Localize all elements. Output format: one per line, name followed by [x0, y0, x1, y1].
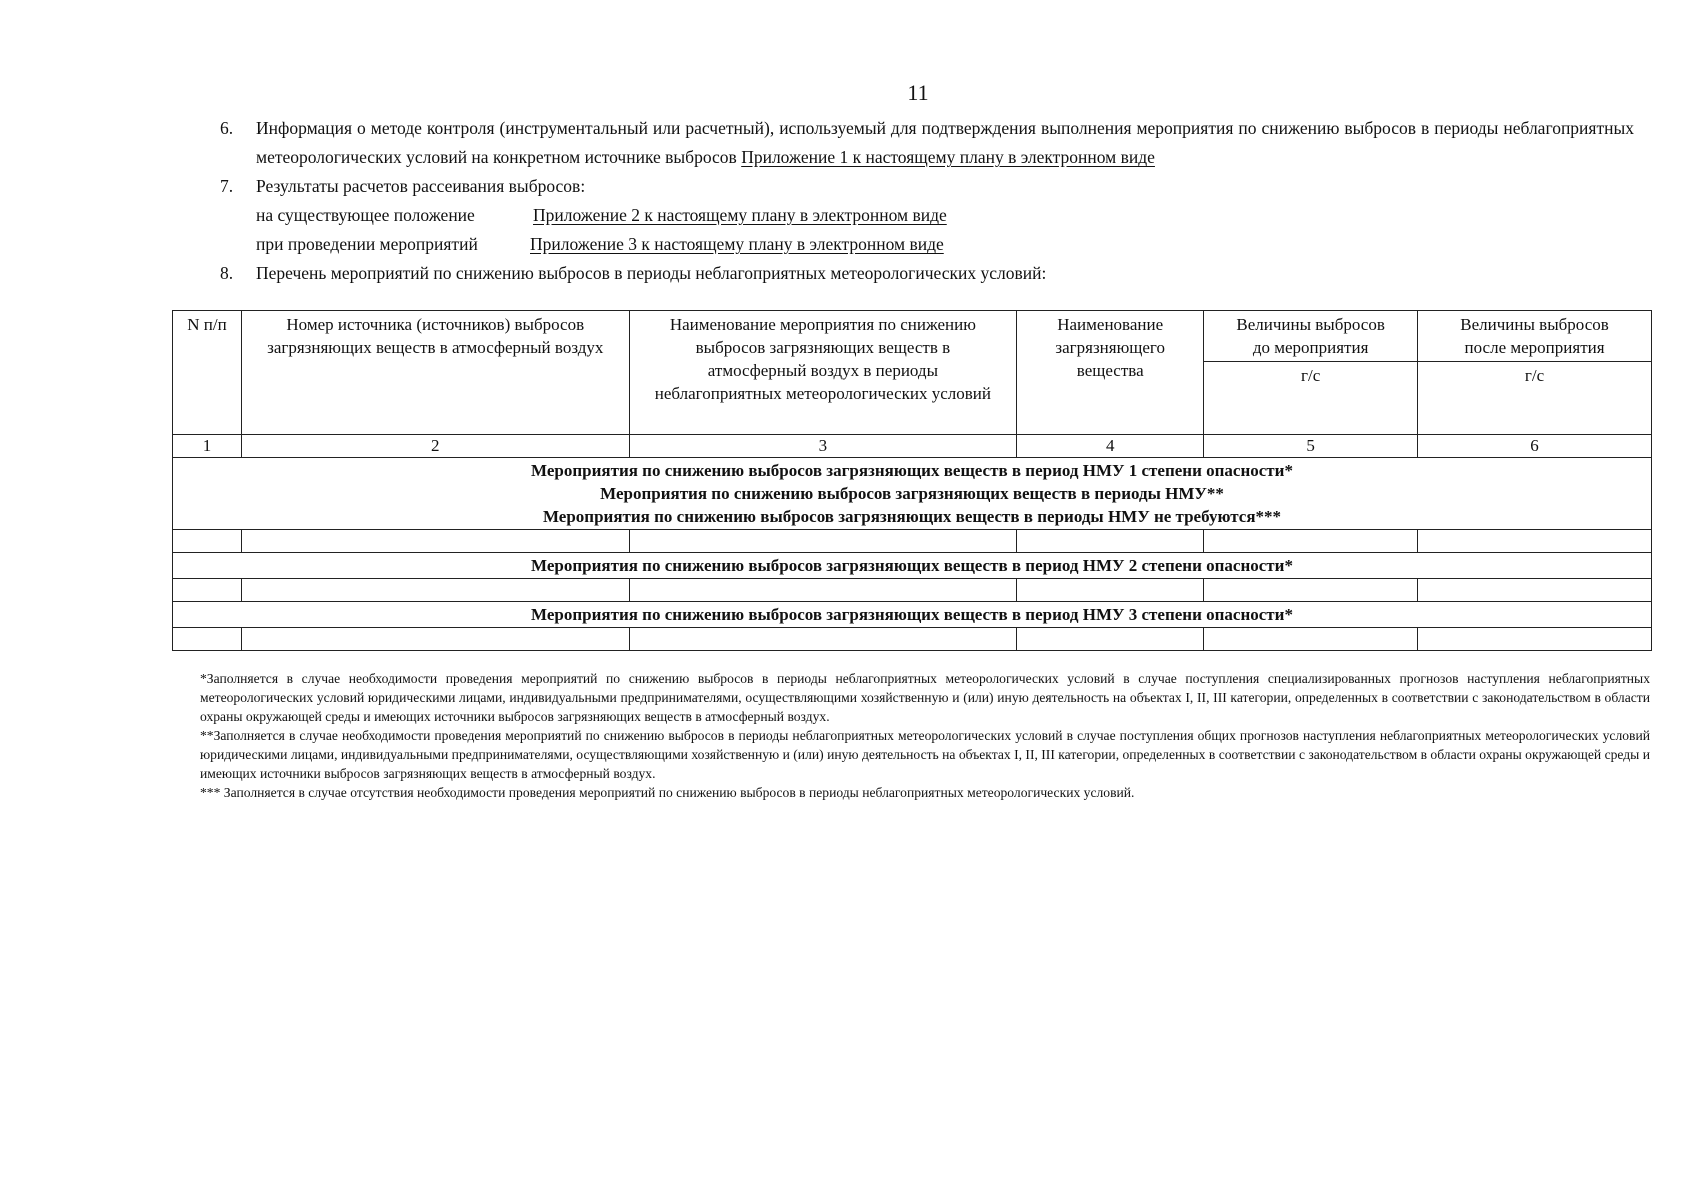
column-number: 2 [241, 435, 629, 458]
empty-cell[interactable] [629, 530, 1017, 553]
empty-cell[interactable] [1017, 628, 1204, 651]
item-text: Перечень мероприятий по снижению выбросов в периоды неблагоприятных метеорологических условий: [256, 263, 1047, 283]
sub-row-measures [256, 230, 1634, 259]
section-1-row [173, 458, 1652, 530]
section-3-row [173, 602, 1652, 628]
item-number: 7. [220, 176, 234, 196]
empty-row-3 [173, 628, 1652, 651]
unit-after: г/с [1418, 362, 1652, 435]
empty-row-2 [173, 579, 1652, 602]
appendix-1-link[interactable]: Приложение 1 к настоящему плану в электронном виде [741, 147, 1155, 167]
header-substance: Наименование загрязняющего вещества [1017, 311, 1204, 435]
appendix-3-link[interactable]: Приложение 3 к настоящему плану в электронном виде [530, 234, 944, 254]
section-1-line: Мероприятия по снижению выбросов загрязняющих веществ в период НМУ 1 степени опасности* [531, 461, 1293, 480]
column-numbers-row [173, 435, 1652, 458]
section-2-heading: Мероприятия по снижению выбросов загрязняющих веществ в период НМУ 2 степени опасности* [173, 553, 1652, 579]
sub-label-measures: при проведении мероприятий [256, 234, 478, 254]
header-after: Величины выбросов после мероприятия [1418, 311, 1652, 362]
footnote-2: **Заполняется в случае необходимости проведения мероприятий по снижению выбросов в периоды неблагоприятных метеорологических условий в случае поступления общих прогнозов наступления неблагоприятных метеорологических условий юридическими лицами, индивидуальными предпринимателями, осуществляющими хозяйственную и (или) иную деятельность на объектах I, II, III категории, определенных в соответствии с законодательством в области охраны окружающей среды и имеющих источники выбросов загрязняющих веществ в атмосферный воздух. [200, 728, 1650, 781]
sub-label-existing: на существующее положение [256, 205, 475, 225]
footnote-3: *** Заполняется в случае отсутствия необходимости проведения мероприятий по снижению выбросов в периоды неблагоприятных метеорологических условий. [200, 785, 1135, 800]
list-item-6 [216, 114, 1634, 172]
empty-cell[interactable] [173, 530, 242, 553]
empty-cell[interactable] [1204, 530, 1418, 553]
empty-cell[interactable] [1204, 579, 1418, 602]
item-number: 6. [220, 118, 234, 138]
section-2-row [173, 553, 1652, 579]
numbered-list [216, 114, 1634, 288]
unit-before: г/с [1204, 362, 1418, 435]
column-number: 3 [629, 435, 1017, 458]
list-item-8 [216, 259, 1634, 288]
empty-cell[interactable] [241, 628, 629, 651]
empty-cell[interactable] [1418, 628, 1652, 651]
empty-row-1 [173, 530, 1652, 553]
page-number: 11 [907, 80, 929, 105]
item-text: Результаты расчетов рассеивания выбросов: [256, 176, 586, 196]
sub-row-existing [256, 201, 1634, 230]
header-number: N п/п [173, 311, 242, 435]
section-1-line: Мероприятия по снижению выбросов загрязняющих веществ в периоды НМУ не требуются*** [542, 507, 1282, 526]
empty-cell[interactable] [1017, 579, 1204, 602]
empty-cell[interactable] [241, 579, 629, 602]
empty-cell[interactable] [629, 579, 1017, 602]
header-before: Величины выбросов до мероприятия [1204, 311, 1418, 362]
section-3-heading: Мероприятия по снижению выбросов загрязняющих веществ в период НМУ 3 степени опасности* [173, 602, 1652, 628]
footnotes [200, 669, 1650, 802]
column-number: 5 [1204, 435, 1418, 458]
empty-cell[interactable] [173, 628, 242, 651]
column-number: 6 [1418, 435, 1652, 458]
appendix-2-link[interactable]: Приложение 2 к настоящему плану в электронном виде [533, 205, 947, 225]
list-item-7 [216, 172, 1634, 259]
empty-cell[interactable] [173, 579, 242, 602]
column-number: 4 [1017, 435, 1204, 458]
item-number: 8. [220, 263, 234, 283]
column-number: 1 [173, 435, 242, 458]
empty-cell[interactable] [1204, 628, 1418, 651]
section-1-line: Мероприятия по снижению выбросов загрязняющих веществ в периоды НМУ** [600, 484, 1224, 503]
footnote-1: *Заполняется в случае необходимости проведения мероприятий по снижению выбросов в периоды неблагоприятных метеорологических условий в случае поступления специализированных прогнозов наступления неблагоприятных метеорологических условий юридическими лицами, индивидуальными предпринимателями, осуществляющими хозяйственную и (или) иную деятельность на объектах I, II, III категории, определенных в соответствии с законодательством в области охраны окружающей среды и имеющих источники выбросов загрязняющих веществ в атмосферный воздух. [200, 671, 1650, 724]
empty-cell[interactable] [241, 530, 629, 553]
empty-cell[interactable] [1418, 579, 1652, 602]
empty-cell[interactable] [1418, 530, 1652, 553]
header-measure: Наименование мероприятия по снижению выбросов загрязняющих веществ в атмосферный воздух в периоды неблагоприятных метеорологических условий [629, 311, 1017, 435]
measures-table [172, 310, 1652, 651]
empty-cell[interactable] [629, 628, 1017, 651]
item-text: Информация о методе контроля (инструментальный или расчетный), используемый для подтверждения выполнения мероприятия по снижению выбросов в периоды неблагоприятных метеорологических условий на конкретном источнике выбросов [256, 118, 1634, 167]
empty-cell[interactable] [1017, 530, 1204, 553]
header-source: Номер источника (источников) выбросов загрязняющих веществ в атмосферный воздух [241, 311, 629, 435]
page-number-row [0, 80, 1698, 106]
section-1-heading [173, 458, 1652, 530]
table-header-row [173, 311, 1652, 362]
